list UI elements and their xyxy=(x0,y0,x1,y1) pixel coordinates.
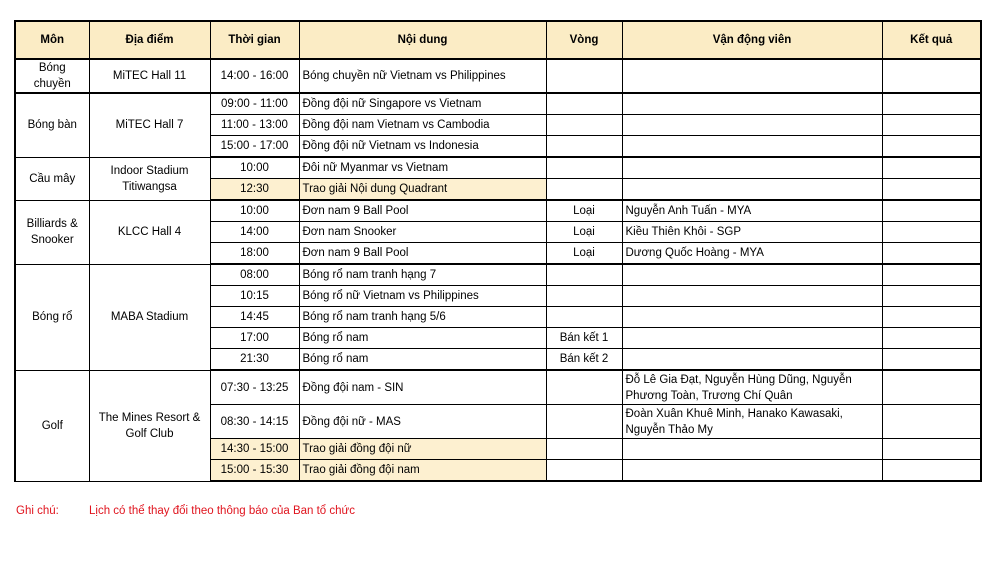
result-cell xyxy=(882,115,981,136)
round-cell xyxy=(546,439,622,460)
result-cell xyxy=(882,405,981,439)
result-cell xyxy=(882,93,981,115)
content-cell: Bóng rổ nữ Vietnam vs Philippines xyxy=(299,286,546,307)
time-cell: 12:30 xyxy=(210,179,299,201)
table-row xyxy=(15,59,981,93)
athletes-cell xyxy=(622,264,882,286)
round-cell xyxy=(546,307,622,328)
content-cell: Bóng rổ nam tranh hạng 7 xyxy=(299,264,546,286)
sport-cell: Bóng rổ xyxy=(15,264,89,370)
venue-cell: MABA Stadium xyxy=(89,264,210,370)
content-cell: Bóng chuyền nữ Vietnam vs Philippines xyxy=(299,59,546,93)
note-label: Ghi chú: xyxy=(16,505,59,517)
time-cell: 11:00 - 13:00 xyxy=(210,115,299,136)
result-cell xyxy=(882,157,981,179)
header-content: Nội dung xyxy=(299,21,546,59)
round-cell xyxy=(546,157,622,179)
content-cell: Đồng đội nữ - MAS xyxy=(299,405,546,439)
schedule-table xyxy=(14,20,982,482)
content-cell: Bóng rổ nam xyxy=(299,328,546,349)
time-cell: 08:00 xyxy=(210,264,299,286)
athletes-cell xyxy=(622,136,882,158)
round-cell xyxy=(546,59,622,93)
header-result: Kết quả xyxy=(882,21,981,59)
athletes-cell xyxy=(622,307,882,328)
venue-cell: KLCC Hall 4 xyxy=(89,200,210,264)
athletes-cell: Đỗ Lê Gia Đạt, Nguyễn Hùng Dũng, Nguyễn Phương Toàn, Trương Chí Quân xyxy=(622,370,882,405)
round-cell xyxy=(546,370,622,405)
venue-cell: Indoor Stadium Titiwangsa xyxy=(89,157,210,200)
time-cell: 14:30 - 15:00 xyxy=(210,439,299,460)
athletes-cell xyxy=(622,59,882,93)
result-cell xyxy=(882,243,981,265)
sport-cell: Cầu mây xyxy=(15,157,89,200)
time-cell: 10:00 xyxy=(210,200,299,222)
athletes-cell xyxy=(622,286,882,307)
result-cell xyxy=(882,370,981,405)
result-cell xyxy=(882,349,981,371)
round-cell xyxy=(546,93,622,115)
time-cell: 17:00 xyxy=(210,328,299,349)
time-cell: 14:00 xyxy=(210,222,299,243)
result-cell xyxy=(882,460,981,482)
athletes-cell: Nguyễn Anh Tuấn - MYA xyxy=(622,200,882,222)
content-cell: Đơn nam Snooker xyxy=(299,222,546,243)
time-cell: 18:00 xyxy=(210,243,299,265)
round-cell: Bán kết 2 xyxy=(546,349,622,371)
round-cell: Loại xyxy=(546,222,622,243)
round-cell xyxy=(546,405,622,439)
time-cell: 07:30 - 13:25 xyxy=(210,370,299,405)
time-cell: 15:00 - 17:00 xyxy=(210,136,299,158)
table-row xyxy=(15,370,981,405)
round-cell xyxy=(546,136,622,158)
athletes-cell xyxy=(622,460,882,482)
athletes-cell xyxy=(622,157,882,179)
header-sport: Môn xyxy=(15,21,89,59)
sport-cell: Billiards & Snooker xyxy=(15,200,89,264)
header-athletes: Vận động viên xyxy=(622,21,882,59)
athletes-cell xyxy=(622,93,882,115)
result-cell xyxy=(882,307,981,328)
time-cell: 10:00 xyxy=(210,157,299,179)
table-row xyxy=(15,200,981,222)
header-round: Vòng xyxy=(546,21,622,59)
table-row xyxy=(15,93,981,115)
content-cell: Đồng đội nam Vietnam vs Cambodia xyxy=(299,115,546,136)
round-cell: Loại xyxy=(546,243,622,265)
header-venue: Địa điểm xyxy=(89,21,210,59)
round-cell: Bán kết 1 xyxy=(546,328,622,349)
time-cell: 15:00 - 15:30 xyxy=(210,460,299,482)
result-cell xyxy=(882,179,981,201)
sport-cell: Golf xyxy=(15,370,89,481)
round-cell xyxy=(546,460,622,482)
header-row xyxy=(15,21,981,59)
time-cell: 10:15 xyxy=(210,286,299,307)
result-cell xyxy=(882,222,981,243)
round-cell xyxy=(546,264,622,286)
content-cell: Trao giải Nội dung Quadrant xyxy=(299,179,546,201)
venue-cell: MiTEC Hall 7 xyxy=(89,93,210,157)
athletes-cell xyxy=(622,179,882,201)
time-cell: 21:30 xyxy=(210,349,299,371)
venue-cell: MiTEC Hall 11 xyxy=(89,59,210,93)
content-cell: Đồng đội nữ Singapore vs Vietnam xyxy=(299,93,546,115)
sport-cell: Bóng chuyền xyxy=(15,59,89,93)
content-cell: Trao giải đồng đội nữ xyxy=(299,439,546,460)
athletes-cell: Dương Quốc Hoàng - MYA xyxy=(622,243,882,265)
result-cell xyxy=(882,264,981,286)
content-cell: Bóng rổ nam xyxy=(299,349,546,371)
athletes-cell xyxy=(622,328,882,349)
athletes-cell: Kiều Thiên Khôi - SGP xyxy=(622,222,882,243)
result-cell xyxy=(882,328,981,349)
result-cell xyxy=(882,59,981,93)
header-time: Thời gian xyxy=(210,21,299,59)
content-cell: Đơn nam 9 Ball Pool xyxy=(299,243,546,265)
time-cell: 14:45 xyxy=(210,307,299,328)
table-row xyxy=(15,264,981,286)
round-cell xyxy=(546,115,622,136)
venue-cell: The Mines Resort & Golf Club xyxy=(89,370,210,481)
result-cell xyxy=(882,136,981,158)
result-cell xyxy=(882,439,981,460)
content-cell: Bóng rổ nam tranh hạng 5/6 xyxy=(299,307,546,328)
content-cell: Đơn nam 9 Ball Pool xyxy=(299,200,546,222)
table-row xyxy=(15,157,981,179)
round-cell xyxy=(546,286,622,307)
athletes-cell: Đoàn Xuân Khuê Minh, Hanako Kawasaki, Nguyễn Thảo My xyxy=(622,405,882,439)
time-cell: 08:30 - 14:15 xyxy=(210,405,299,439)
content-cell: Đồng đội nữ Vietnam vs Indonesia xyxy=(299,136,546,158)
content-cell: Đôi nữ Myanmar vs Vietnam xyxy=(299,157,546,179)
result-cell xyxy=(882,200,981,222)
time-cell: 09:00 - 11:00 xyxy=(210,93,299,115)
note-text: Lịch có thể thay đổi theo thông báo của Ban tổ chức xyxy=(89,505,355,517)
round-cell: Loại xyxy=(546,200,622,222)
round-cell xyxy=(546,179,622,201)
athletes-cell xyxy=(622,439,882,460)
athletes-cell xyxy=(622,349,882,371)
sport-cell: Bóng bàn xyxy=(15,93,89,157)
content-cell: Trao giải đồng đội nam xyxy=(299,460,546,482)
content-cell: Đồng đội nam - SIN xyxy=(299,370,546,405)
time-cell: 14:00 - 16:00 xyxy=(210,59,299,93)
result-cell xyxy=(882,286,981,307)
athletes-cell xyxy=(622,115,882,136)
